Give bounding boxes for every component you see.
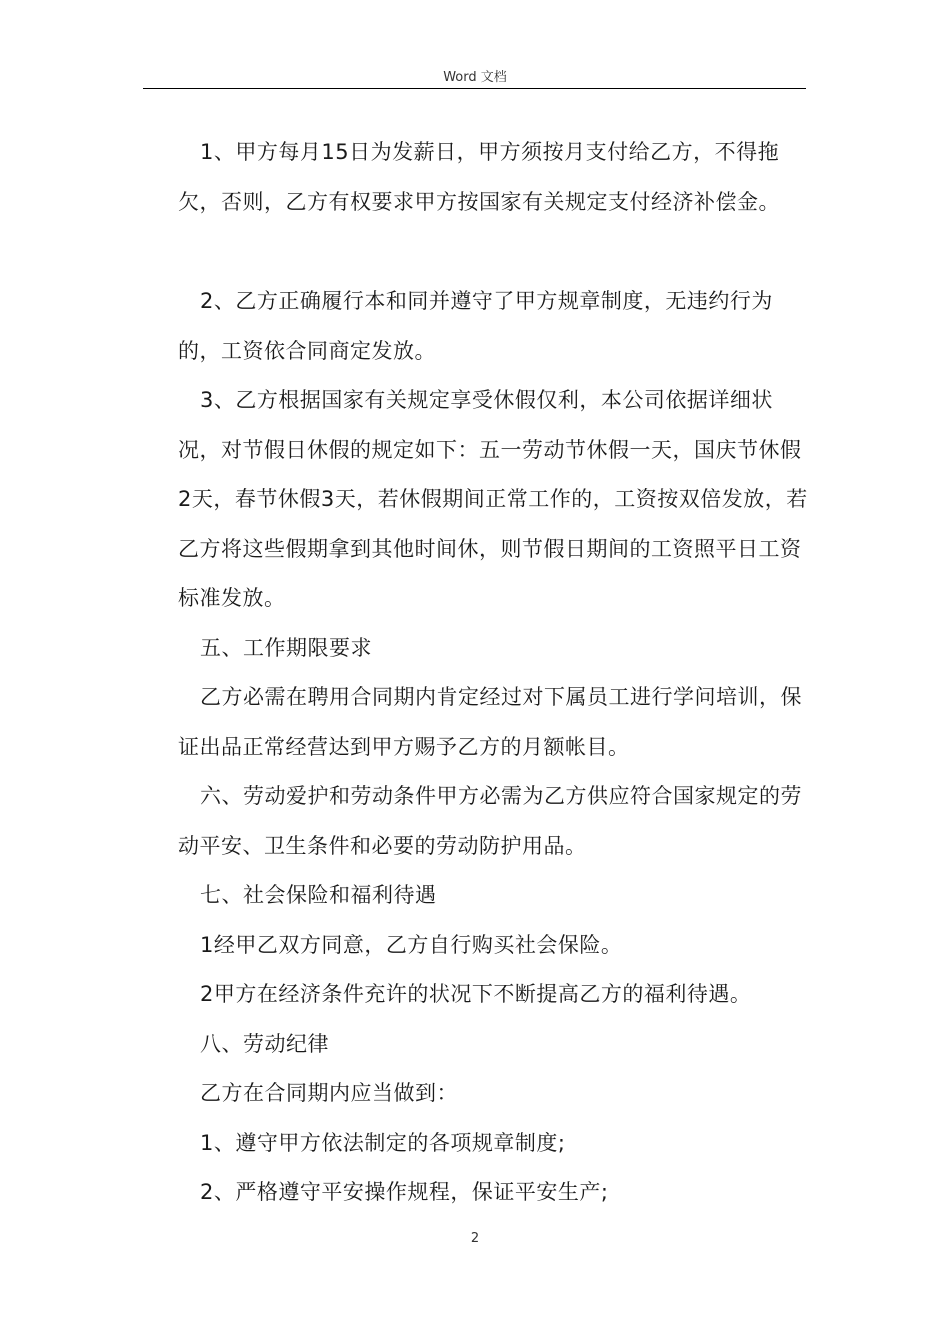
page-number: 2 — [470, 1231, 480, 1246]
paragraph-insurance-1: 1经甲乙双方同意，乙方自行购买社会保险。 — [200, 932, 623, 957]
paragraph-training: 乙方必需在聘用合同期内肯定经过对下属员工进行学问培训，保证出品正常经营达到甲方赐予乙方的月额帐目。 — [178, 685, 802, 759]
paragraph-discipline-intro: 乙方在合同期内应当做到： — [200, 1081, 458, 1105]
section-heading-discipline: 八、劳动纪律 — [200, 1031, 329, 1056]
section-heading-work-period: 五、工作期限要求 — [200, 635, 372, 660]
list-item-discipline-1: 1、遵守甲方依法制定的各项规章制度; — [200, 1130, 566, 1155]
paragraph-wage-issuance: 2、乙方正确履行本和同并遵守了甲方规章制度，无违约行为的，工资依合同商定发放。 — [178, 289, 773, 363]
page-header: Word 文档 — [443, 70, 507, 85]
paragraph-labor-protection: 六、劳动爱护和劳动条件甲方必需为乙方供应符合国家规定的劳动平安、卫生条件和必要的劳动防护用品。 — [178, 784, 802, 858]
section-heading-social-insurance: 七、社会保险和福利待遇 — [200, 883, 437, 907]
document-body — [178, 128, 808, 1218]
list-item-discipline-2: 2、严格遵守平安操作规程，保证平安生产; — [200, 1180, 609, 1204]
paragraph-holidays: 3、乙方根据国家有关规定享受休假仅利，本公司依据详细状况，对节假日休假的规定如下：五一劳动节休假一天，国庆节休假2天，春节休假3天，若休假期间正常工作的，工资按双倍发放，若乙方将这些假期拿到其他时间休，则节假日期间的工资照平日工资标准发放。 — [178, 388, 808, 610]
paragraph-insurance-2: 2甲方在经济条件充许的状况下不断提高乙方的福利待遇。 — [200, 982, 752, 1006]
header-divider — [143, 88, 806, 89]
paragraph-payday: 1、甲方每月15日为发薪日，甲方须按月支付给乙方，不得拖欠，否则，乙方有权要求甲方按国家有关规定支付经济补偿金。 — [178, 140, 780, 214]
